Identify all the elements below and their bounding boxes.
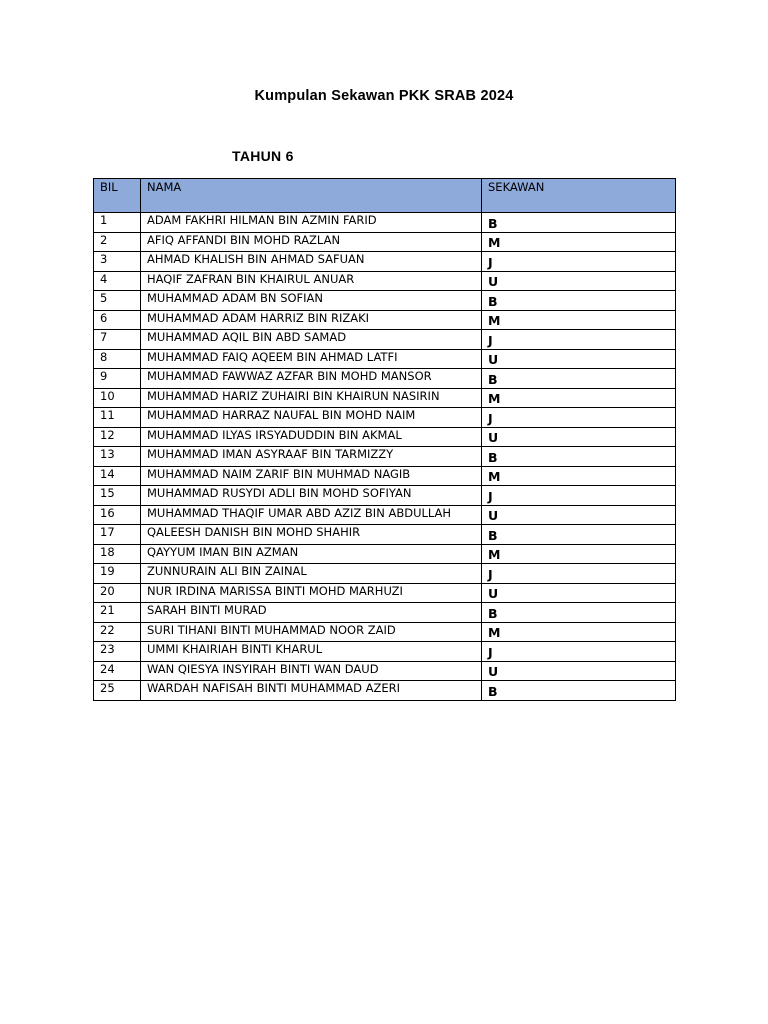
cell-sekawan: B bbox=[482, 681, 676, 701]
cell-bil: 14 bbox=[94, 466, 141, 486]
cell-sekawan: J bbox=[482, 486, 676, 506]
cell-sekawan: B bbox=[482, 447, 676, 467]
cell-bil: 17 bbox=[94, 525, 141, 545]
table-row bbox=[94, 564, 676, 584]
cell-bil: 3 bbox=[94, 252, 141, 272]
header-sekawan: SEKAWAN bbox=[482, 179, 676, 213]
cell-sekawan: U bbox=[482, 271, 676, 291]
cell-nama: MUHAMMAD FAWWAZ AZFAR BIN MOHD MANSOR bbox=[141, 369, 482, 389]
cell-nama: UMMI KHAIRIAH BINTI KHARUL bbox=[141, 642, 482, 662]
section-subtitle: TAHUN 6 bbox=[232, 148, 294, 164]
table-row bbox=[94, 310, 676, 330]
cell-sekawan: M bbox=[482, 466, 676, 486]
cell-nama: MUHAMMAD FAIQ AQEEM BIN AHMAD LATFI bbox=[141, 349, 482, 369]
table-row bbox=[94, 369, 676, 389]
cell-bil: 15 bbox=[94, 486, 141, 506]
cell-bil: 9 bbox=[94, 369, 141, 389]
cell-nama: QAYYUM IMAN BIN AZMAN bbox=[141, 544, 482, 564]
cell-nama: NUR IRDINA MARISSA BINTI MOHD MARHUZI bbox=[141, 583, 482, 603]
cell-bil: 7 bbox=[94, 330, 141, 350]
table-row bbox=[94, 252, 676, 272]
table-row bbox=[94, 642, 676, 662]
cell-nama: HAQIF ZAFRAN BIN KHAIRUL ANUAR bbox=[141, 271, 482, 291]
table-row bbox=[94, 603, 676, 623]
cell-nama: MUHAMMAD HARRAZ NAUFAL BIN MOHD NAIM bbox=[141, 408, 482, 428]
cell-bil: 4 bbox=[94, 271, 141, 291]
cell-nama: QALEESH DANISH BIN MOHD SHAHIR bbox=[141, 525, 482, 545]
table-row bbox=[94, 681, 676, 701]
table-row bbox=[94, 622, 676, 642]
cell-sekawan: U bbox=[482, 505, 676, 525]
cell-sekawan: M bbox=[482, 622, 676, 642]
cell-bil: 19 bbox=[94, 564, 141, 584]
cell-bil: 5 bbox=[94, 291, 141, 311]
table-row bbox=[94, 447, 676, 467]
table-header bbox=[94, 179, 676, 213]
page-title: Kumpulan Sekawan PKK SRAB 2024 bbox=[254, 88, 514, 104]
cell-nama: WARDAH NAFISAH BINTI MUHAMMAD AZERI bbox=[141, 681, 482, 701]
table-row bbox=[94, 544, 676, 564]
table-row bbox=[94, 408, 676, 428]
cell-sekawan: B bbox=[482, 525, 676, 545]
cell-nama: MUHAMMAD NAIM ZARIF BIN MUHMAD NAGIB bbox=[141, 466, 482, 486]
cell-nama: SURI TIHANI BINTI MUHAMMAD NOOR ZAID bbox=[141, 622, 482, 642]
cell-bil: 24 bbox=[94, 661, 141, 681]
cell-bil: 25 bbox=[94, 681, 141, 701]
cell-sekawan: U bbox=[482, 427, 676, 447]
table-row bbox=[94, 330, 676, 350]
cell-nama: AFIQ AFFANDI BIN MOHD RAZLAN bbox=[141, 232, 482, 252]
table-row bbox=[94, 349, 676, 369]
table-row bbox=[94, 291, 676, 311]
header-nama: NAMA bbox=[141, 179, 482, 213]
cell-bil: 22 bbox=[94, 622, 141, 642]
cell-sekawan: J bbox=[482, 330, 676, 350]
cell-nama: AHMAD KHALISH BIN AHMAD SAFUAN bbox=[141, 252, 482, 272]
table-row bbox=[94, 505, 676, 525]
cell-nama: MUHAMMAD HARIZ ZUHAIRI BIN KHAIRUN NASIRIN bbox=[141, 388, 482, 408]
cell-sekawan: M bbox=[482, 544, 676, 564]
cell-bil: 10 bbox=[94, 388, 141, 408]
cell-nama: MUHAMMAD AQIL BIN ABD SAMAD bbox=[141, 330, 482, 350]
header-bil: BIL bbox=[94, 179, 141, 213]
table-row bbox=[94, 271, 676, 291]
cell-nama: MUHAMMAD THAQIF UMAR ABD AZIZ BIN ABDULLAH bbox=[141, 505, 482, 525]
cell-bil: 12 bbox=[94, 427, 141, 447]
cell-bil: 21 bbox=[94, 603, 141, 623]
cell-sekawan: J bbox=[482, 564, 676, 584]
cell-nama: MUHAMMAD ILYAS IRSYADUDDIN BIN AKMAL bbox=[141, 427, 482, 447]
cell-bil: 23 bbox=[94, 642, 141, 662]
cell-sekawan: B bbox=[482, 291, 676, 311]
cell-nama: WAN QIESYA INSYIRAH BINTI WAN DAUD bbox=[141, 661, 482, 681]
cell-nama: SARAH BINTI MURAD bbox=[141, 603, 482, 623]
cell-sekawan: M bbox=[482, 310, 676, 330]
cell-nama: MUHAMMAD ADAM HARRIZ BIN RIZAKI bbox=[141, 310, 482, 330]
cell-nama: MUHAMMAD RUSYDI ADLI BIN MOHD SOFIYAN bbox=[141, 486, 482, 506]
table-row bbox=[94, 232, 676, 252]
table-row bbox=[94, 466, 676, 486]
table-row bbox=[94, 525, 676, 545]
cell-sekawan: M bbox=[482, 388, 676, 408]
table-row bbox=[94, 213, 676, 233]
cell-nama: ZUNNURAIN ALI BIN ZAINAL bbox=[141, 564, 482, 584]
cell-sekawan: U bbox=[482, 349, 676, 369]
cell-sekawan: B bbox=[482, 603, 676, 623]
cell-bil: 16 bbox=[94, 505, 141, 525]
table-row bbox=[94, 486, 676, 506]
cell-bil: 6 bbox=[94, 310, 141, 330]
roster-table bbox=[93, 178, 676, 701]
cell-nama: MUHAMMAD ADAM BN SOFIAN bbox=[141, 291, 482, 311]
cell-sekawan: J bbox=[482, 408, 676, 428]
cell-sekawan: J bbox=[482, 642, 676, 662]
cell-bil: 13 bbox=[94, 447, 141, 467]
table-body bbox=[94, 213, 676, 701]
cell-sekawan: U bbox=[482, 583, 676, 603]
cell-sekawan: U bbox=[482, 661, 676, 681]
table-row bbox=[94, 388, 676, 408]
cell-sekawan: M bbox=[482, 232, 676, 252]
header-row bbox=[94, 179, 676, 213]
cell-nama: MUHAMMAD IMAN ASYRAAF BIN TARMIZZY bbox=[141, 447, 482, 467]
cell-bil: 11 bbox=[94, 408, 141, 428]
cell-sekawan: B bbox=[482, 369, 676, 389]
cell-bil: 20 bbox=[94, 583, 141, 603]
cell-bil: 1 bbox=[94, 213, 141, 233]
cell-bil: 2 bbox=[94, 232, 141, 252]
table-row bbox=[94, 661, 676, 681]
cell-nama: ADAM FAKHRI HILMAN BIN AZMIN FARID bbox=[141, 213, 482, 233]
cell-sekawan: J bbox=[482, 252, 676, 272]
table-row bbox=[94, 427, 676, 447]
cell-bil: 8 bbox=[94, 349, 141, 369]
cell-sekawan: B bbox=[482, 213, 676, 233]
table-row bbox=[94, 583, 676, 603]
cell-bil: 18 bbox=[94, 544, 141, 564]
